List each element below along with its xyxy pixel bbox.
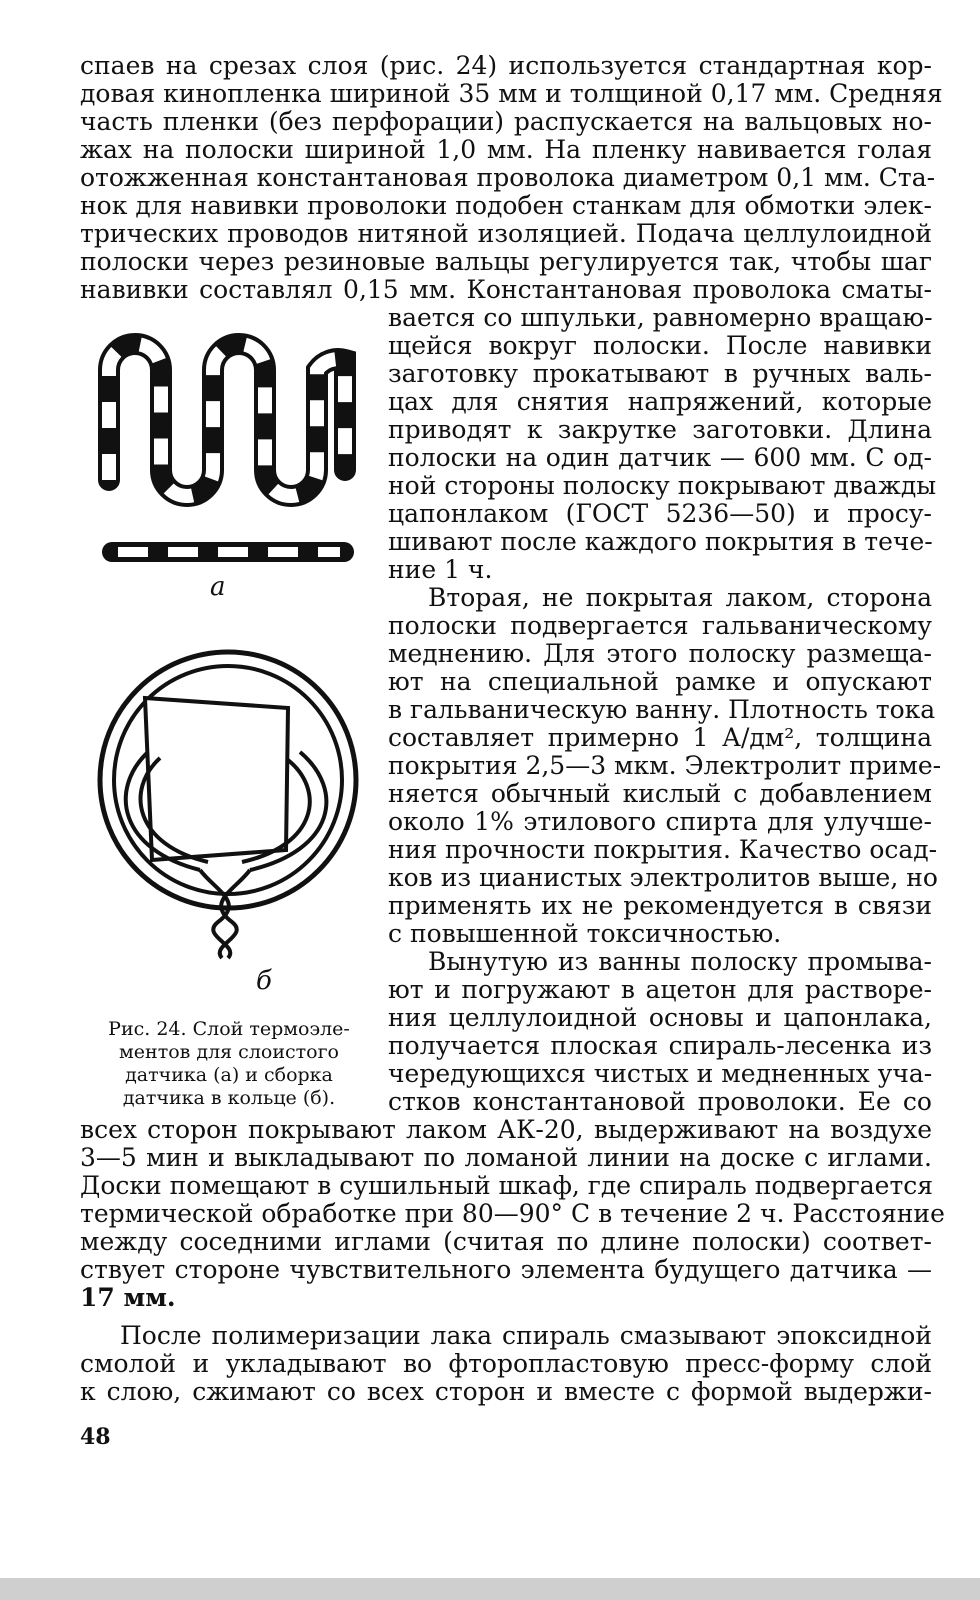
page-number: 48 [80,1424,111,1450]
text-line: в гальваническую ванну. Плотность тока [388,695,936,724]
caption-line: ментов для слоистого [119,1041,339,1063]
text-line: чередующихся чистых и медненных уча- [388,1059,933,1088]
text-line: всех сторон покрывают лаком АК-20, выдерживают на воздухе [80,1115,932,1144]
text-line: полоски на один датчик — 600 мм. С од- [388,443,932,472]
text-line: смолой и укладывают во фторопластовую пресс-форму слой [80,1349,932,1378]
figure-label-b: б [256,966,272,996]
text-line: ния целлулоидной основы и цапонлака, [388,1003,932,1032]
text-line: к слою, сжимают со всех сторон и вместе с формой выдержи- [80,1377,932,1406]
text-line: Доски помещают в сушильный шкаф, где спираль подвергается [80,1171,934,1200]
caption-line: Рис. 24. Слой термоэле- [108,1018,350,1040]
text-line: щейся вокруг полоски. После навивки [388,331,932,360]
text-line: цах для снятия напряжений, которые [388,387,932,416]
text-line: ствует стороне чувствительного элемента будущего датчика — [80,1255,932,1284]
text-line: ют и погружают в ацетон для растворе- [388,975,932,1004]
text-line: 17 мм. [80,1283,176,1312]
figure-b-ring [90,640,370,960]
text-line: вается со шпульки, равномерно вращаю- [388,303,933,332]
text-line: нок для навивки проволоки подобен станкам для обмотки элек- [80,191,932,220]
text-line: применять их не рекомендуется в связи [388,891,932,920]
text-line: термической обработке при 80—90° С в течение 2 ч. Расстояние [80,1199,945,1228]
figure-a-strip [100,538,360,568]
text-line: меднению. Для этого полоску размеща- [388,639,932,668]
figure-label-a: а [210,572,226,602]
text-line: После полимеризации лака спираль смазывают эпоксидной [120,1321,932,1350]
text-line: полоски подвергается гальваническому [388,611,932,640]
text-line: няется обычный кислый с добавлением [388,779,932,808]
caption-line: датчика в кольце (б). [122,1087,336,1109]
text-line: ния прочности покрытия. Качество осад- [388,835,938,864]
text-line: ков из цианистых электролитов выше, но [388,863,938,892]
caption-line: датчика (а) и сборка [125,1064,333,1086]
text-line: отожженная константановая проволока диаметром 0,1 мм. Ста- [80,163,936,192]
text-line: с повышенной токсичностью. [388,919,782,948]
text-line: спаев на срезах слоя (рис. 24) используется стандартная кор- [80,51,932,80]
text-line: полоски через резиновые вальцы регулируется так, чтобы шаг [80,247,932,276]
text-line: довая кинопленка шириной 35 мм и толщиной 0,17 мм. Средняя [80,79,943,108]
text-line: часть пленки (без перфорации) распускается на вальцовых но- [80,107,932,136]
text-line: между соседними иглами (считая по длине полоски) соответ- [80,1227,932,1256]
text-line: шивают после каждого покрытия в тече- [388,527,933,556]
text-line: ной стороны полоску покрывают дважды [388,471,937,500]
text-line: трических проводов нитяной изоляцией. Подача целлулоидной [80,219,932,248]
text-line: ние 1 ч. [388,555,493,584]
text-line: составляет примерно 1 А/дм², толщина [388,723,932,752]
text-line: ют на специальной рамке и опускают [388,667,932,696]
text-line: приводят к закрутке заготовки. Длина [388,415,932,444]
scan-edge-bar [0,1578,980,1600]
text-line: получается плоская спираль-лесенка из [388,1031,932,1060]
text-line: Вынутую из ванны полоску промыва- [428,947,932,976]
text-line: цапонлаком (ГОСТ 5236—50) и просу- [388,499,932,528]
text-line: 3—5 мин и выкладывают по ломаной линии на доске с иглами. [80,1143,932,1172]
figure-a-meander [95,330,365,570]
text-line: стков константановой проволоки. Ее со [388,1087,932,1116]
text-line: Вторая, не покрытая лаком, сторона [428,583,932,612]
text-line: около 1% этилового спирта для улучше- [388,807,932,836]
text-line: жах на полоски шириной 1,0 мм. На пленку навивается голая [80,135,932,164]
text-line: заготовку прокатывают в ручных валь- [388,359,932,388]
text-line: навивки составлял 0,15 мм. Константановая проволока сматы- [80,275,932,304]
text-line: покрытия 2,5—3 мкм. Электролит приме- [388,751,942,780]
